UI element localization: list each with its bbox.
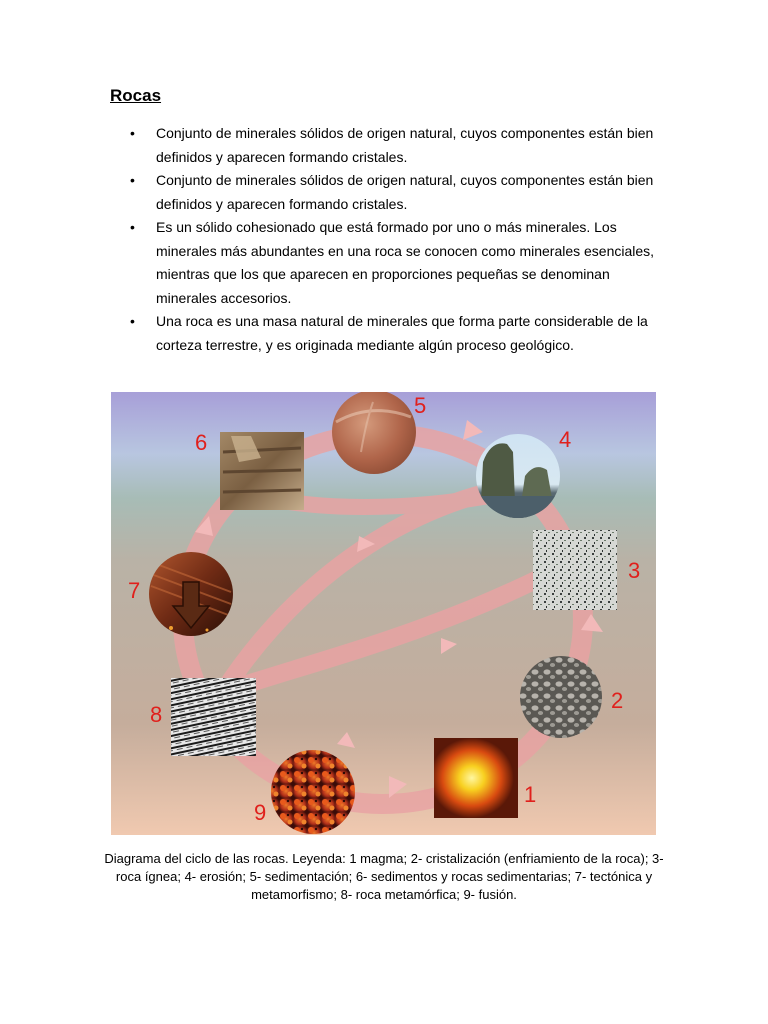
stage-1-magma-image xyxy=(434,738,518,818)
stage-number-9: 9 xyxy=(254,800,267,825)
stage-8-metamorphic-rock-image xyxy=(171,678,256,756)
stage-number-6: 6 xyxy=(195,430,208,455)
bullet-item: • Conjunto de minerales sólidos de origen natural, cuyos componentes están bien definidos y aparecen formando cristales. xyxy=(110,169,670,216)
stage-2-crystallization-image xyxy=(520,656,602,738)
stage-9-fusion-image xyxy=(271,750,355,834)
stage-3-igneous-rock-image xyxy=(533,530,617,610)
bullet-list xyxy=(110,122,670,357)
stage-number-1: 1 xyxy=(524,782,537,807)
bullet-item: • Una roca es una masa natural de minerales que forma parte considerable de la corteza terrestre, y es originada mediante algún proceso geológico. xyxy=(110,310,670,357)
bullet-item: • Es un sólido cohesionado que está formado por uno o más minerales. Los minerales más abundantes en una roca se conocen como minerales esenciales, mientras que los que aparecen en proporciones pequeñas se denominan minerales accesorios. xyxy=(110,216,670,310)
stage-7-tectonics-image xyxy=(149,552,233,636)
stage-number-8: 8 xyxy=(150,702,163,727)
diagram-caption: Diagrama del ciclo de las rocas. Leyenda: 1 magma; 2- cristalización (enfriamiento de la roca); 3- roca ígnea; 4- erosión; 5- sedimentación; 6- sedimentos y rocas sedimentarias; 7- tectónica y metamorfismo; 8- roca metamórfica; 9- fusión. xyxy=(104,851,664,902)
stage-number-2: 2 xyxy=(611,688,624,713)
stage-5-sedimentation-image xyxy=(332,392,416,474)
stage-number-7: 7 xyxy=(128,578,141,603)
stage-number-5: 5 xyxy=(414,393,427,418)
bullet-item: • Conjunto de minerales sólidos de origen natural, cuyos componentes están bien definidos y aparecen formando cristales. xyxy=(110,122,670,169)
stage-number-4: 4 xyxy=(559,427,572,452)
rock-cycle-diagram xyxy=(111,392,656,835)
page-title: Rocas xyxy=(110,86,162,105)
stage-6-sediments-image xyxy=(220,432,304,510)
stage-number-3: 3 xyxy=(628,558,641,583)
